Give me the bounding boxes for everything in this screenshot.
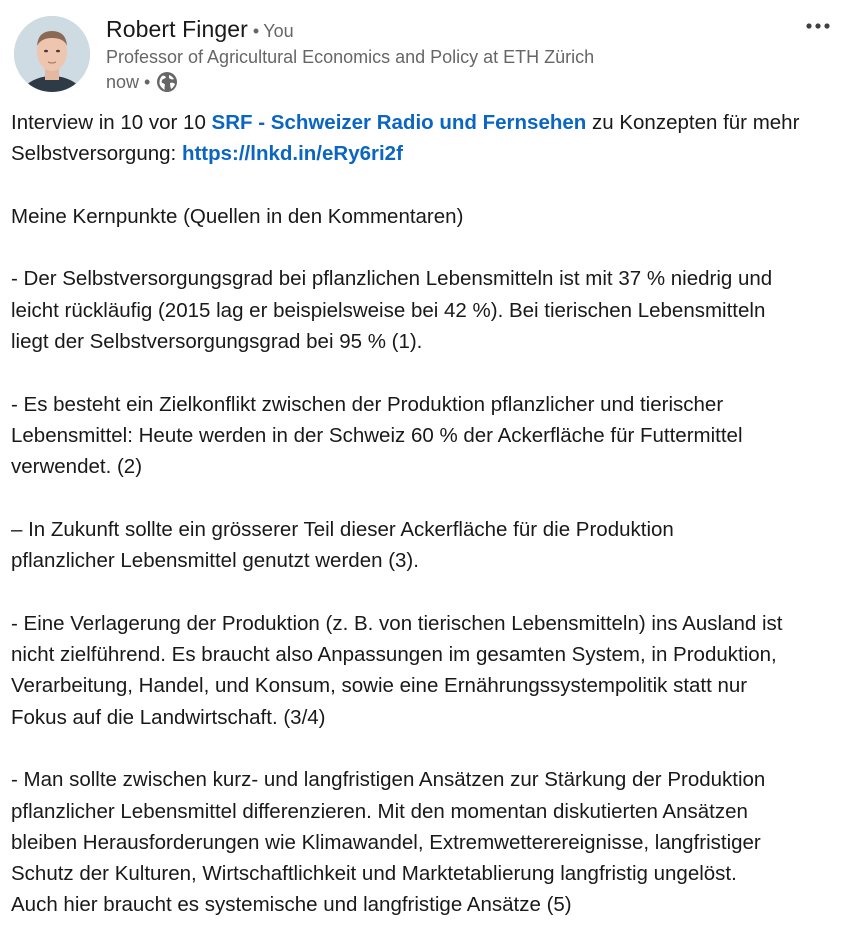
url-link[interactable]: https://lnkd.in/eRy6ri2f xyxy=(181,142,403,166)
key-point-4 xyxy=(11,608,843,733)
intro-middle: zu Konzepten für mehr xyxy=(586,111,800,134)
text-line: Verarbeitung, Handel, und Konsum, sowie eine Ernährungssystempolitik statt nur xyxy=(11,674,748,698)
key-point-5 xyxy=(11,764,843,920)
text-line: Fokus auf die Landwirtschaft. (3/4) xyxy=(11,705,326,729)
text-line: - Es besteht ein Zielkonflikt zwischen der Produktion pflanzlicher und tierischer xyxy=(11,392,724,416)
post-intro xyxy=(11,107,843,170)
you-badge: You xyxy=(263,21,294,41)
text-line: leicht rückläufig (2015 lag er beispielsweise bei 42 %). Bei tierischen Lebensmitteln xyxy=(11,298,766,322)
key-point-3 xyxy=(11,514,843,577)
separator-dot: • xyxy=(144,71,151,92)
text-line: nicht zielführend. Es braucht also Anpassungen im gesamten System, in Produktion, xyxy=(11,643,777,667)
author-name[interactable]: Robert Finger xyxy=(106,16,248,42)
avatar-photo xyxy=(14,16,90,92)
author-line xyxy=(106,16,294,46)
text-line: Schutz der Kulturen, Wirtschaftlichkeit und Marktetablierung langfristig ungelöst. xyxy=(11,862,737,886)
more-horizontal-icon xyxy=(805,22,831,30)
post-header xyxy=(0,0,844,100)
post-meta xyxy=(106,70,178,94)
globe-icon[interactable] xyxy=(156,71,178,93)
intro-line2-prefix: Selbstversorgung: xyxy=(11,142,182,166)
key-point-1 xyxy=(11,263,843,357)
text-line: pflanzlicher Lebensmittel differenzieren. Mit den momentan diskutierten Ansätzen xyxy=(11,799,748,823)
avatar[interactable] xyxy=(14,16,90,92)
text-line: – In Zukunft sollte ein grösserer Teil dieser Ackerfläche für die Produktion xyxy=(11,517,674,541)
text-line: - Eine Verlagerung der Produktion (z. B. von tierischen Lebensmitteln) ins Ausland ist xyxy=(11,611,783,635)
text-line: - Der Selbstversorgungsgrad bei pflanzlichen Lebensmitteln ist mit 37 % niedrig und xyxy=(11,267,773,291)
intro-line-1 xyxy=(11,107,843,138)
text-line: Auch hier braucht es systemische und langfristige Ansätze (5) xyxy=(11,893,572,917)
text-line: pflanzlicher Lebensmittel genutzt werden (3). xyxy=(11,549,419,573)
text-line: Lebensmittel: Heute werden in der Schweiz 60 % der Ackerfläche für Futtermittel xyxy=(11,423,743,447)
company-mention-link[interactable]: SRF - Schweizer Radio und Fernsehen xyxy=(211,111,587,134)
text-line: liegt der Selbstversorgungsgrad bei 95 % (1). xyxy=(11,330,423,354)
separator-dot: • xyxy=(252,21,260,41)
text-line: bleiben Herausforderungen wie Klimawandel, Extremwetterereignisse, langfristiger xyxy=(11,830,761,854)
author-headline: Professor of Agricultural Economics and Policy at ETH Zürich xyxy=(106,47,595,67)
post-body xyxy=(11,107,843,952)
intro-prefix: Interview in 10 vor 10 xyxy=(11,111,212,134)
kernpunkte-heading: Meine Kernpunkte (Quellen in den Kommentaren) xyxy=(11,204,464,228)
key-point-2 xyxy=(11,389,843,483)
more-options-button[interactable] xyxy=(800,12,836,40)
text-line: - Man sollte zwischen kurz- und langfristigen Ansätzen zur Stärkung der Produktion xyxy=(11,768,766,792)
intro-line-2 xyxy=(11,138,843,169)
text-line: verwendet. (2) xyxy=(11,455,143,479)
post-timestamp: now xyxy=(106,71,140,92)
